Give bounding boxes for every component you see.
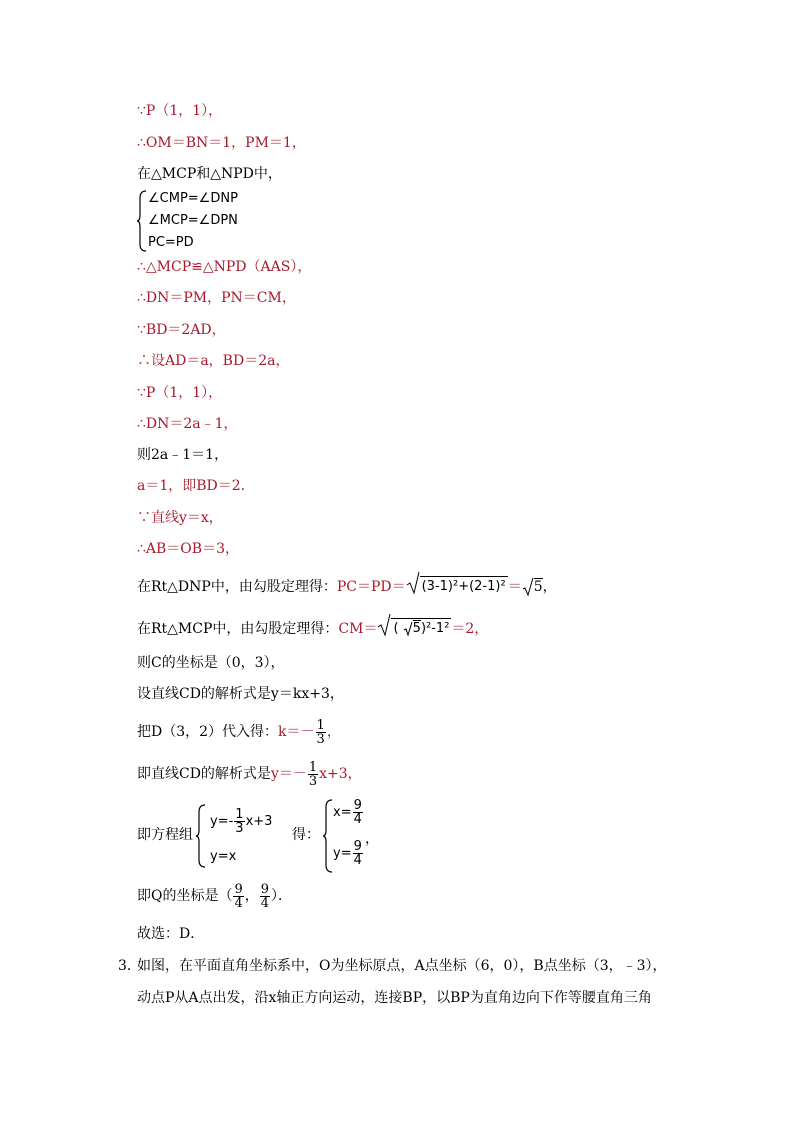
fraction-numerator: 9 [353, 798, 362, 813]
fraction-nine-quarters [353, 840, 363, 867]
fraction-denominator: 4 [260, 895, 270, 911]
fraction-denominator: 3 [235, 821, 244, 836]
radicand-2-inner: 5 [412, 621, 421, 636]
system3-y-label: y= [333, 846, 352, 861]
cd-result-post: x+3， [319, 766, 362, 782]
fraction-denominator: 4 [234, 895, 243, 911]
system1-eq3: PC=PD [148, 235, 194, 250]
fraction-numerator: 9 [234, 881, 243, 897]
fraction-numerator: 1 [316, 717, 325, 733]
problem3-line1: 如图，在平面直角坐标系中，O为坐标原点，A点坐标（6，0），B点坐标（3，﹣3）， [137, 958, 667, 974]
line-a-eq-1: a＝1，即BD＝2． [137, 478, 255, 494]
line-om-bn: ∴OM＝BN＝1，PM＝1， [137, 135, 306, 151]
system2-eq1-post: x+3 [245, 814, 273, 829]
line-p-coord: ∵P（1，1）， [137, 103, 223, 119]
sqrt-sign-icon [522, 577, 534, 597]
pythag1-prefix: 在Rt△DNP中，由勾股定理得： [137, 579, 337, 595]
line-set-ad: ∴设AD＝a，BD＝2a， [137, 353, 290, 369]
line-q-coord [137, 876, 292, 916]
fraction-denominator: 4 [353, 853, 362, 868]
pythag1-expr: PC＝PD＝ [336, 579, 406, 595]
line-in-triangles: 在△MCP和△NPD中， [137, 166, 282, 182]
fraction-one-third [308, 761, 318, 788]
line-then: 则2a﹣1＝1， [137, 447, 229, 463]
fraction-nine-quarters [260, 883, 270, 910]
system3-y [333, 840, 364, 867]
k-expr: k＝－ [278, 724, 315, 740]
system2-eq1-pre: y=- [210, 814, 234, 829]
fraction-denominator: 3 [316, 731, 325, 747]
system2-eq2: y=x [210, 849, 237, 864]
sqrt-sign-icon [377, 613, 391, 637]
q-coord-prefix: 即Q的坐标是（ [137, 888, 233, 904]
line-substitute-d: 把D（3，2）代入得：k＝－ $\frac{1}{3}$ ， [137, 717, 341, 747]
line-p-coord-2: ∵P（1，1）， [137, 385, 223, 401]
fraction-numerator: 9 [260, 881, 270, 897]
cd-result-prefix: 即直线CD的解析式是 [137, 766, 271, 782]
line-congruent: ∴△MCP≌△NPD（AAS）， [137, 259, 312, 275]
line-system-get: 得： [292, 827, 320, 843]
line-cd-result [137, 754, 362, 794]
system1-eq2: ∠MCP=∠DPN [148, 213, 238, 228]
pythag1-result: 5 [533, 579, 543, 595]
radicand-2 [391, 618, 451, 636]
line-bd-2ad: ∵BD＝2AD， [137, 322, 226, 338]
problem-number: 3． [118, 958, 141, 974]
pythag1-eq: ＝ [507, 579, 522, 595]
cd-result-expr: y＝－ [270, 766, 307, 782]
line-answer: 故选：D． [137, 926, 205, 942]
sqrt-radical-1 [406, 575, 508, 599]
pythag2-result: ＝2， [451, 621, 489, 637]
left-brace-icon [136, 190, 148, 252]
fraction-denominator: 3 [308, 773, 318, 789]
line-pythag-2 [137, 617, 488, 641]
system1-eq1: ∠CMP=∠DNP [148, 191, 238, 206]
line-pythag-1: 在Rt△DNP中，由勾股定理得：PC＝PD＝ (3-1)²+(2-1)² ＝ 5， [137, 575, 557, 599]
line-c-coord: 则C的坐标是（0，3）， [137, 655, 285, 671]
fraction-nine-quarters [353, 799, 363, 826]
system3-x [333, 799, 364, 826]
problem3-line2: 动点P从A点出发，沿x轴正方向运动，连接BP，以BP为直角边向下作等腰直角三角 [137, 990, 652, 1006]
sqrt-sign-icon [406, 571, 420, 595]
left-brace-icon [195, 804, 207, 868]
fraction-numerator: 1 [235, 807, 244, 822]
fraction-denominator: 4 [353, 812, 362, 827]
pythag2-prefix: 在Rt△MCP中，由勾股定理得： [137, 621, 339, 637]
pythag2-expr: CM＝ [338, 621, 378, 637]
q-coord-sep: ， [244, 888, 259, 904]
fraction-one-third [316, 719, 326, 746]
line-system-prefix: 即方程组 [137, 827, 193, 843]
line-set-cd: 设直线CD的解析式是y＝kx+3， [137, 686, 344, 702]
line-ab-ob: ∴AB＝OB＝3， [137, 541, 239, 557]
line-dn: ∴DN＝2a﹣1， [137, 416, 238, 432]
radicand-2-close: )²-1² [420, 621, 450, 636]
line-y-eq-x: ∵直线y＝x， [137, 510, 223, 526]
fraction-one-third [234, 808, 244, 835]
radicand-2-open: ( [393, 621, 399, 636]
system3-comma: ， [365, 831, 379, 847]
system3-x-label: x= [333, 805, 352, 820]
fraction-numerator: 9 [353, 839, 362, 854]
line-dn-pm: ∴DN＝PM，PN＝CM， [137, 290, 296, 306]
radicand-1: (3-1)²+(2-1)² [420, 576, 508, 594]
system2-eq1 [210, 808, 272, 835]
fraction-nine-quarters [233, 883, 243, 910]
sqrt-sign-icon [403, 621, 413, 637]
substitute-prefix: 把D（3，2）代入得： [137, 724, 279, 740]
fraction-numerator: 1 [308, 759, 318, 775]
q-coord-post: ）． [271, 888, 293, 904]
